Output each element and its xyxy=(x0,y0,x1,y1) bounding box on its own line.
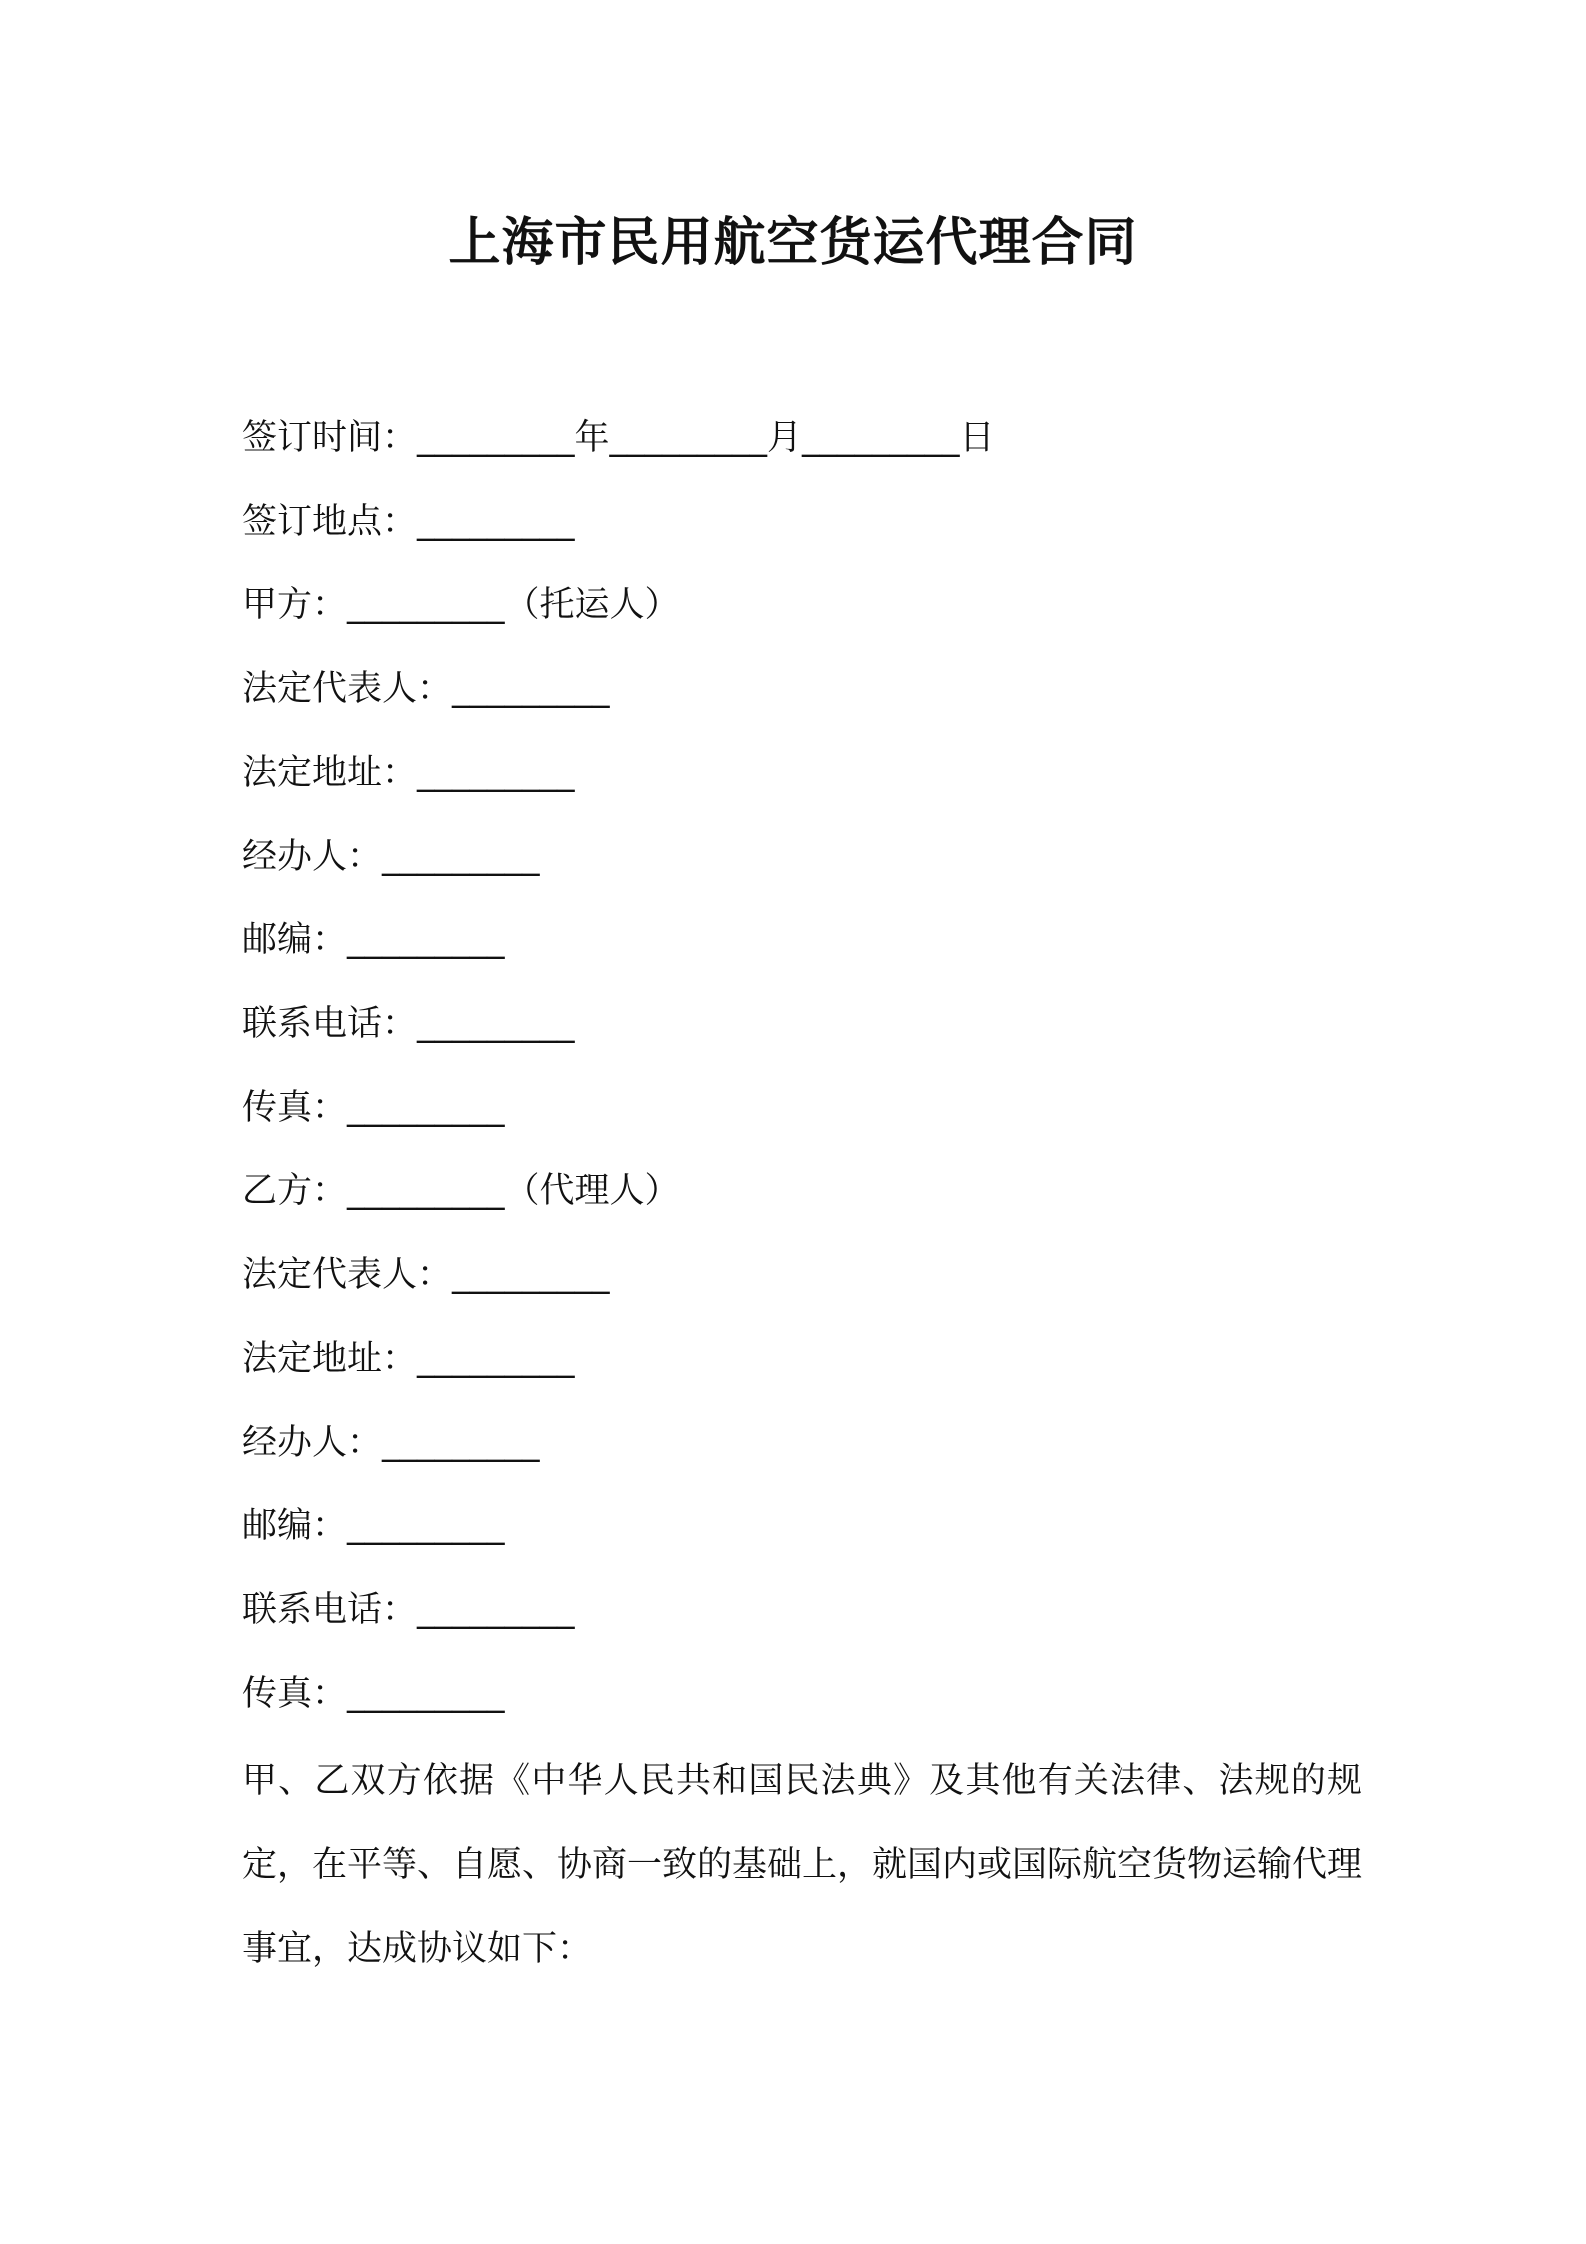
field-blank: _________ xyxy=(347,1674,505,1714)
field-label: 传真： xyxy=(242,1088,348,1128)
signing-time-label: 签订时间： xyxy=(242,418,418,458)
signing-time-line xyxy=(242,413,995,463)
field-blank: _________ xyxy=(382,1423,540,1463)
field-label: 联系电话： xyxy=(242,1590,418,1630)
party-a-role: （托运人） xyxy=(504,585,680,625)
field-blank: _________ xyxy=(417,753,575,793)
month-label: 月 xyxy=(767,418,803,458)
field-blank: _________ xyxy=(347,1088,505,1128)
field-label: 联系电话： xyxy=(242,1004,418,1044)
party-a-postcode-line xyxy=(242,915,505,965)
field-label: 法定地址： xyxy=(242,753,418,793)
field-label: 法定地址： xyxy=(242,1339,418,1379)
signing-year-blank: _________ xyxy=(417,418,575,458)
year-label: 年 xyxy=(574,418,610,458)
field-label: 法定代表人： xyxy=(242,669,453,709)
field-blank: _________ xyxy=(452,1255,610,1295)
field-blank: _________ xyxy=(417,1590,575,1630)
contract-title: 上海市民用航空货运代理合同 xyxy=(448,213,1138,273)
field-blank: _________ xyxy=(417,1339,575,1379)
field-blank: _________ xyxy=(347,1506,505,1546)
party-a-phone-line xyxy=(242,999,575,1049)
party-b-line xyxy=(242,1166,680,1216)
party-b-fax-line xyxy=(242,1669,505,1719)
party-b-role: （代理人） xyxy=(504,1171,680,1211)
party-a-fax-line xyxy=(242,1083,505,1133)
field-label: 经办人： xyxy=(242,1423,383,1463)
day-label: 日 xyxy=(959,418,995,458)
signing-day-blank: _________ xyxy=(802,418,960,458)
field-label: 传真： xyxy=(242,1674,348,1714)
party-b-phone-line xyxy=(242,1585,575,1635)
signing-month-blank: _________ xyxy=(609,418,768,458)
party-a-label: 甲方： xyxy=(242,585,348,625)
party-b-postcode-line xyxy=(242,1501,505,1551)
preamble-paragraph: 甲、乙双方依据《中华人民共和国民法典》及其他有关法律、法规的规定，在平等、自愿、协商一致的基础上，就国内或国际航空货物运输代理事宜，达成协议如下： xyxy=(242,1761,1363,1969)
party-a-legal-rep-line xyxy=(242,664,610,714)
field-blank: _________ xyxy=(347,920,505,960)
signing-place-blank: _________ xyxy=(417,502,575,542)
party-a-legal-address-line xyxy=(242,748,575,798)
party-a-agent-line xyxy=(242,832,540,882)
field-blank: _________ xyxy=(417,1004,575,1044)
signing-place-line xyxy=(242,497,575,547)
party-a-line xyxy=(242,580,680,630)
field-blank: _________ xyxy=(382,837,540,877)
field-label: 经办人： xyxy=(242,837,383,877)
party-b-legal-address-line xyxy=(242,1334,575,1384)
field-label: 法定代表人： xyxy=(242,1255,453,1295)
party-b-label: 乙方： xyxy=(242,1171,348,1211)
field-label: 邮编： xyxy=(242,1506,348,1546)
party-b-legal-rep-line xyxy=(242,1250,610,1300)
party-a-blank: _________ xyxy=(347,585,505,625)
party-b-agent-line xyxy=(242,1418,540,1468)
signing-place-label: 签订地点： xyxy=(242,502,418,542)
field-label: 邮编： xyxy=(242,920,348,960)
party-b-blank: _________ xyxy=(347,1171,505,1211)
field-blank: _________ xyxy=(452,669,610,709)
